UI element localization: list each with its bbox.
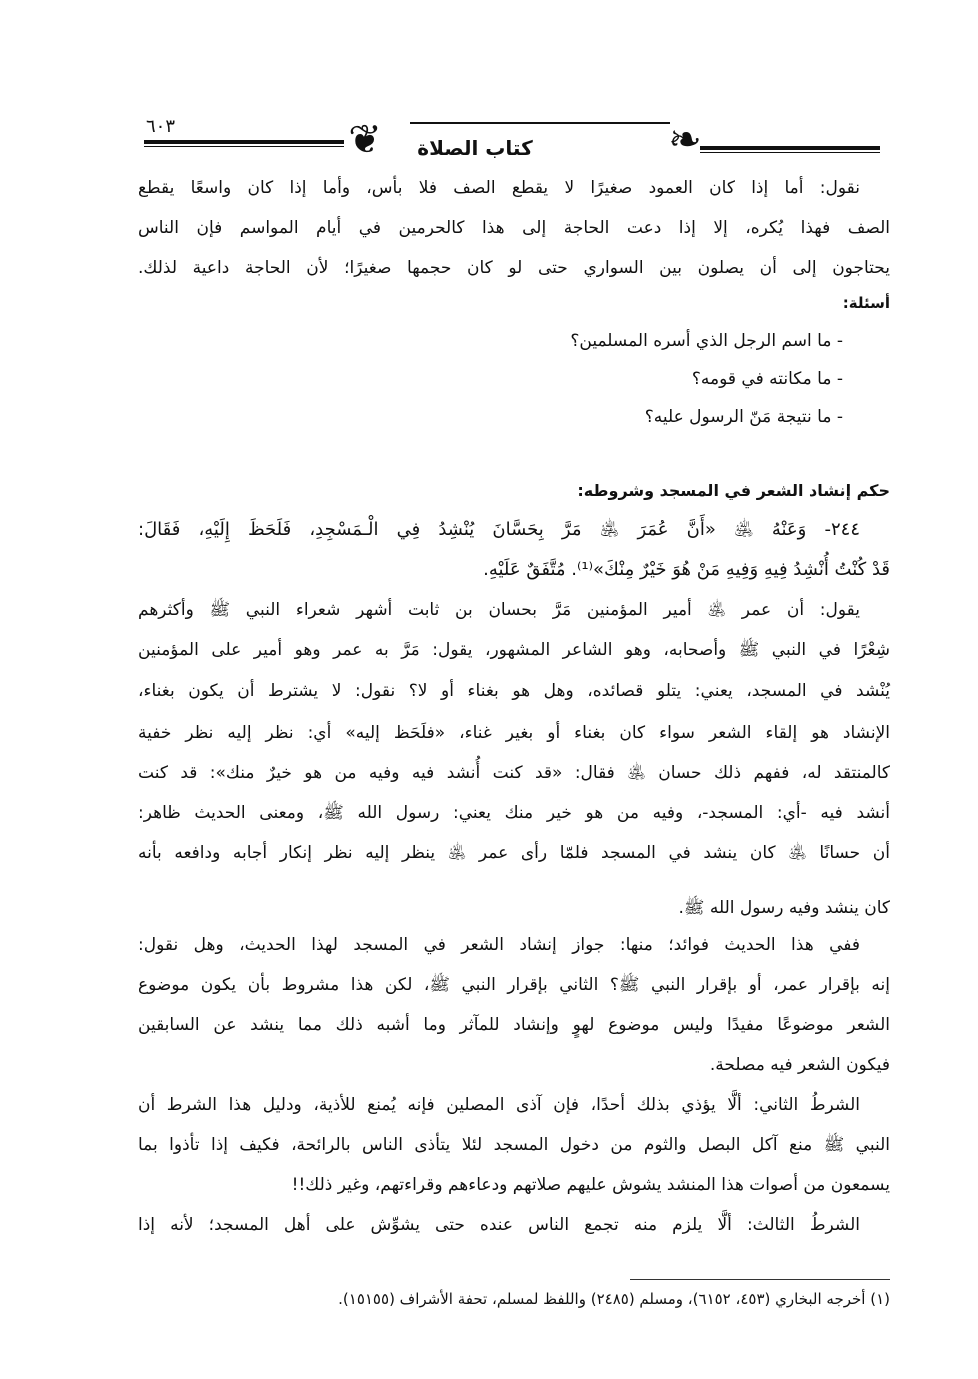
body-line: ففي هذا الحديث فوائد؛ منها: جواز إنشاد الشعر في المسجد لهذا الحديث، وهل نقول: — [138, 935, 860, 955]
question-item: - ما اسم الرجل الذي أسره المسلمين؟ — [570, 331, 843, 351]
body-line: يسمعون من أصوات هذا المنشد يشوش عليهم صلاتهم ودعاءهم وقراءتهم، وغير ذلك!! — [291, 1175, 890, 1195]
body-line: يحتاجون إلى أن يصلون بين السواري حتى لو كان حجمها صغيرًا؛ لأن الحاجة داعية لذلك. — [138, 258, 890, 278]
question-item: - ما مكانته في قومه؟ — [691, 369, 843, 389]
page-number: ٦٠٣ — [146, 116, 176, 137]
footnote-separator — [630, 1279, 890, 1280]
body-line: النبي ﷺ منع آكل البصل والثوم من دخول المسجد لئلا يتأذى الناس بالرائحة، فكيف إذا تأذوا بما — [138, 1135, 890, 1155]
body-line: الصف فهذا يُكره، إلا إذا دعت الحاجة إلى هذا كالحرمين في أيام المواسم فإن الناس — [138, 218, 890, 238]
header-rule-left — [144, 140, 344, 144]
body-line: الشرطُ الثالث: ألَّا يلزم منه تجمع الناس عنده حتى يشوِّش على أهل المسجد؛ لأنه إذا — [138, 1215, 860, 1235]
section-heading: حكم إنشاد الشعر في المسجد وشروطه: — [577, 481, 890, 500]
body-line: الشعر موضوعًا مفيدًا وليس موضوع لهوٍ وإنشاد للمآثر وما أشبه ذلك مما ينشد عن السابقين — [138, 1015, 890, 1035]
body-line: الإنشاد هو إلقاء الشعر سواء كان بغناء أو بغير غناء، «فلَحَظ إليه» أي: نظر إليه نظر خفية — [138, 723, 890, 743]
hadith-line: قَدْ كُنْتُ أُنْشِدُ فِيهِ وَفِيهِ مَنْ هُوَ خَيْرٌ مِنْكَ»⁽¹⁾. مُتَّفَقٌ عَلَيْهِ. — [483, 559, 890, 580]
chapter-title: كتاب الصلاة — [417, 136, 533, 160]
body-line: الشرطُ الثاني: ألَّا يؤذي بذلك أحدًا، فإن آذى المصلين فإنه يُمنع للأذية، ودليل هذا الشرط أن — [138, 1095, 860, 1115]
body-line: كان ينشد وفيه رسول الله ﷺ. — [678, 898, 890, 918]
header-rule-left-thin — [144, 146, 344, 147]
header-rule-right — [700, 146, 880, 150]
body-line: فيكون الشعر فيه مصلحة. — [709, 1055, 890, 1075]
body-line: يقول: أن عمر ﵁ أمير المؤمنين مَرَّ بحسان بن ثابت أشهر شعراء النبي ﷺ وأكثرهم — [138, 600, 860, 620]
ornament-icon: ❧ — [668, 117, 702, 163]
body-line: نقول: أما إذا كان العمود صغيرًا لا يقطع الصف فلا بأس، وأما إذا كان واسعًا يقطع — [138, 178, 860, 198]
body-line: يُنْشد في المسجد، يعني: يتلو قصائده، وهل هو بغناء أو لا؟ نقول: لا يشترط أن يكون بغناء، — [138, 681, 890, 701]
body-line: أنشد فيه -أي: المسجد-، وفيه من هو خير منك يعني: رسول الله ﷺ، ومعنى الحديث ظاهر: — [138, 803, 890, 823]
question-item: - ما نتيجة مَنّ الرسول عليه؟ — [644, 407, 843, 427]
hadith-line: ٢٤٤- وَعَنْهُ ﵁ «أَنَّ عُمَرَ ﵁ مَرَّ بِحَسَّانَ يُنْشِدُ فِي الْـمَسْجِدِ، فَلَحَظَ إِلَيْهِ، فَقَالَ: — [138, 519, 860, 540]
questions-label: أسئلة: — [842, 294, 890, 312]
header-rule-right-thin — [700, 152, 880, 153]
body-line: إنه بإقرار عمر، أو بإقرار النبي ﷺ؟ الثاني بإقرار النبي ﷺ، لكن هذا مشروط بأن يكون موضوع — [138, 975, 890, 995]
ornament-icon: ❦ — [348, 117, 382, 163]
body-line: كالمنتقد له، ففهم ذلك حسان ﵁ فقال: «قد كنت أُنشد فيه وفيه من هو خيرٌ منك»: قد كنت — [138, 763, 890, 783]
footnote: (١) أخرجه البخاري (٤٥٣، ٦١٥٢)، ومسلم (٢٤٨٥) واللفظ لمسلم، تحفة الأشراف (١٥١٥٥). — [338, 1290, 890, 1308]
header-rule-top — [410, 122, 670, 124]
body-line: أن حسانًا ﵁ كان ينشد في المسجد فلمّا رأى عمر ﵁ ينظر إليه نظر إنكار أجابه ودافعه بأنه — [138, 843, 890, 863]
body-line: شِعْرًا في النبي ﷺ وأصحابه، وهو الشاعر المشهور، يقول: مَرَّ به عمر وهو أمير على المؤمنين — [138, 640, 890, 660]
